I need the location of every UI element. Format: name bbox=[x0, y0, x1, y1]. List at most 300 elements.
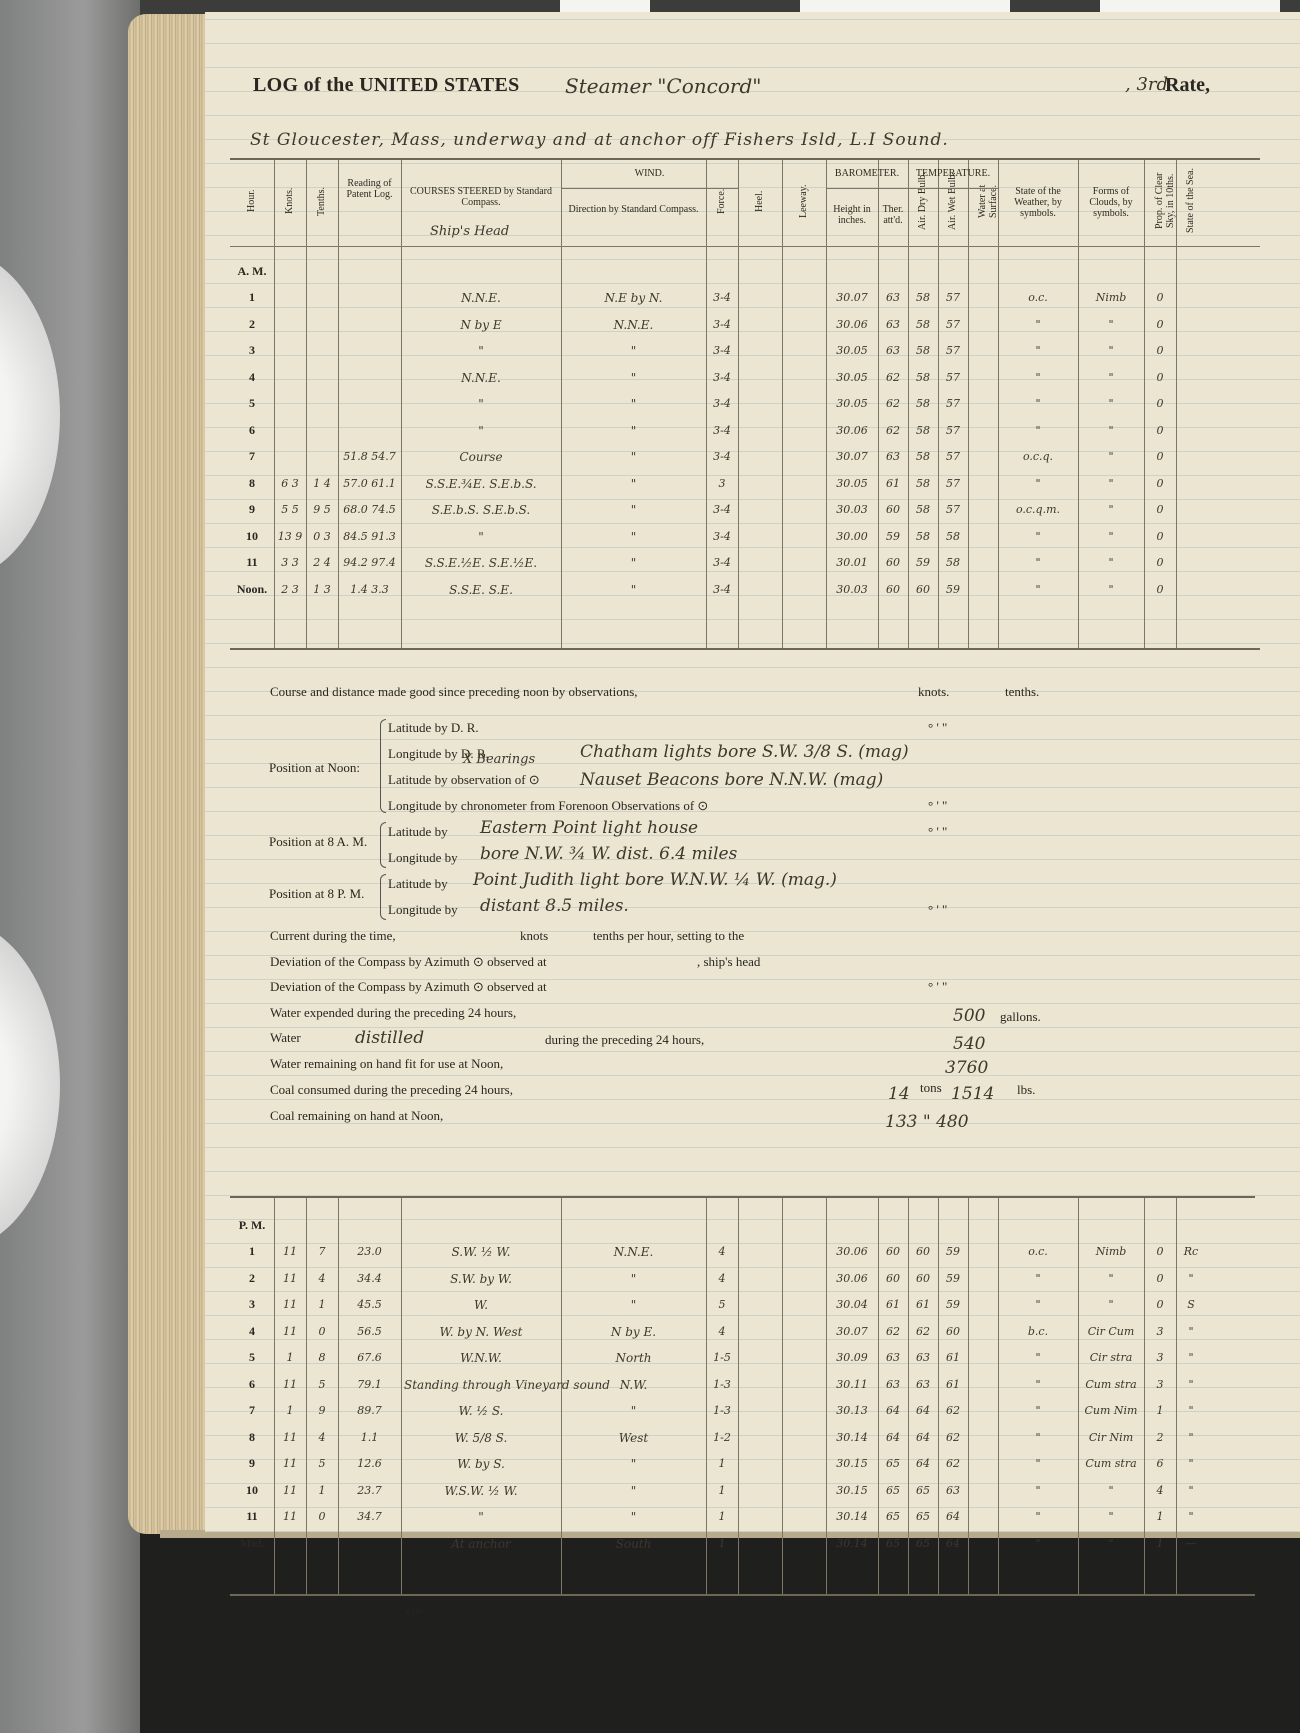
cell-height: 30.06 bbox=[836, 423, 868, 437]
cell-hour: 8 bbox=[249, 1429, 255, 1444]
cell-wet: 58 bbox=[946, 556, 960, 569]
cell-dry: 61 bbox=[916, 1298, 930, 1311]
cell-clear: 0 bbox=[1156, 476, 1164, 490]
pm-row bbox=[230, 1452, 1255, 1479]
cell-tenths: 7 bbox=[318, 1245, 326, 1258]
cell-wet: 64 bbox=[946, 1536, 960, 1550]
column-group-wind: WIND. bbox=[634, 168, 665, 179]
current-label: Current during the time, bbox=[270, 928, 396, 943]
am-row bbox=[230, 313, 1260, 340]
log-page bbox=[205, 12, 1300, 1616]
cell-course: At anchor bbox=[451, 1536, 511, 1551]
cell-height: 30.05 bbox=[836, 370, 868, 384]
pm8-lat-label: Latitude by bbox=[388, 876, 448, 891]
cell-wind: " bbox=[630, 1271, 637, 1286]
cell-clear: 1 bbox=[1156, 1536, 1164, 1550]
cell-log: 57.0 61.1 bbox=[343, 476, 396, 490]
cell-sea: " bbox=[1188, 1404, 1194, 1417]
cell-height: 30.09 bbox=[836, 1351, 868, 1364]
cell-course: Standing through Vineyard sound bbox=[404, 1377, 610, 1392]
cell-dry: 60 bbox=[916, 582, 930, 596]
cell-wind: " bbox=[630, 450, 637, 464]
cell-tenths: 9 bbox=[318, 1404, 326, 1417]
cell-wet: 62 bbox=[946, 1430, 960, 1444]
cell-clouds: " bbox=[1108, 1298, 1114, 1311]
cell-log: 51.8 54.7 bbox=[343, 450, 396, 463]
cell-weather: " bbox=[1035, 1404, 1041, 1417]
water-during-label: during the preceding 24 hours, bbox=[545, 1032, 705, 1047]
cell-ther: 59 bbox=[886, 529, 900, 543]
position-noon-label: Position at Noon: bbox=[269, 760, 361, 775]
cell-wind: " bbox=[630, 397, 637, 411]
cell-height: 30.05 bbox=[836, 344, 868, 357]
cell-wind: North bbox=[615, 1351, 652, 1365]
cell-log: 45.5 bbox=[357, 1298, 382, 1311]
cell-dry: 58 bbox=[916, 450, 930, 463]
coal-consumed-label: Coal consumed during the preceding 24 hours, bbox=[270, 1082, 513, 1097]
cell-course: W.N.W. bbox=[460, 1351, 502, 1365]
cell-sea: " bbox=[1188, 1457, 1194, 1470]
am8-note-1: Eastern Point light house bbox=[480, 818, 699, 838]
cell-clouds: " bbox=[1108, 370, 1114, 384]
cell-dry: 58 bbox=[916, 503, 930, 516]
cell-clear: 0 bbox=[1156, 503, 1164, 516]
cell-clouds: " bbox=[1108, 1271, 1114, 1285]
cell-log: 89.7 bbox=[357, 1404, 382, 1417]
column-header-heel: Heel. bbox=[754, 190, 765, 212]
cell-clouds: " bbox=[1108, 423, 1114, 437]
page-stack-edge bbox=[128, 14, 206, 1534]
cell-dry: 63 bbox=[916, 1351, 930, 1364]
cell-wet: 59 bbox=[946, 582, 960, 596]
cell-knots: 3 3 bbox=[281, 556, 299, 569]
cell-course: W. by N. West bbox=[439, 1324, 523, 1339]
cell-wind: N.N.E. bbox=[613, 317, 654, 332]
cell-clear: 0 bbox=[1156, 1298, 1164, 1311]
cell-course: S.W. by W. bbox=[450, 1271, 512, 1286]
cell-height: 30.06 bbox=[836, 1245, 868, 1258]
coal-remaining-value: 133 " 480 bbox=[885, 1112, 969, 1132]
cell-knots: 5 5 bbox=[281, 503, 299, 516]
cell-weather: o.c. bbox=[1028, 291, 1048, 304]
cell-tenths: 4 bbox=[318, 1430, 326, 1444]
group-rule bbox=[561, 188, 738, 189]
cell-hour: 1 bbox=[249, 1244, 255, 1258]
cell-wet: 57 bbox=[946, 317, 960, 331]
water-label: Water bbox=[270, 1030, 301, 1045]
column-header-water_surface: Water at Surface. bbox=[977, 184, 999, 218]
cell-clear: 0 bbox=[1156, 291, 1164, 304]
cell-height: 30.14 bbox=[836, 1536, 868, 1550]
cell-knots: 2 3 bbox=[281, 582, 299, 596]
cell-course: W. bbox=[473, 1298, 489, 1312]
gallons-label: gallons. bbox=[1000, 1009, 1041, 1024]
cell-sea: Rc bbox=[1183, 1245, 1199, 1258]
cell-dry: 58 bbox=[916, 529, 930, 543]
cell-tenths: 2 4 bbox=[313, 556, 331, 569]
cell-wind: " bbox=[630, 1510, 637, 1524]
cell-hour: 10 bbox=[246, 1482, 258, 1497]
cell-course: W. by S. bbox=[457, 1457, 505, 1471]
column-header-force: Force. bbox=[716, 188, 727, 214]
cell-weather: " bbox=[1035, 529, 1041, 543]
water-distilled-value: 540 bbox=[953, 1034, 986, 1054]
pm-row bbox=[230, 1320, 1255, 1347]
cell-hour: 6 bbox=[249, 1376, 255, 1391]
cell-log: 79.1 bbox=[357, 1377, 382, 1391]
cell-force: 3-4 bbox=[713, 370, 731, 384]
pm-row bbox=[230, 1399, 1255, 1426]
cell-wet: 62 bbox=[946, 1404, 960, 1417]
am-row bbox=[230, 472, 1260, 499]
column-header-knots: Knots. bbox=[284, 187, 295, 215]
pm-row bbox=[230, 1505, 1255, 1532]
cell-dry: 58 bbox=[916, 370, 930, 384]
cell-log: 12.6 bbox=[357, 1457, 382, 1470]
cell-ther: 62 bbox=[886, 1324, 900, 1338]
cell-sea: " bbox=[1188, 1483, 1194, 1497]
cell-knots: 11 bbox=[283, 1457, 297, 1470]
cell-height: 30.15 bbox=[836, 1483, 868, 1497]
cell-force: 3-4 bbox=[713, 344, 731, 357]
cell-force: 3-4 bbox=[713, 450, 731, 463]
deg-marks: ° ' " bbox=[928, 979, 948, 994]
cell-tenths: 1 bbox=[318, 1483, 326, 1497]
cell-ther: 60 bbox=[886, 503, 900, 516]
cell-clear: 0 bbox=[1156, 397, 1164, 410]
column-header-clear: Prop. of Clear Sky, in 10ths. bbox=[1154, 172, 1176, 230]
cell-course: " bbox=[478, 423, 484, 438]
cell-wet: 57 bbox=[946, 476, 960, 490]
cell-hour: 5 bbox=[249, 396, 255, 410]
deviation-1-label: Deviation of the Compass by Azimuth ⊙ observed at bbox=[270, 954, 547, 969]
cell-sea: " bbox=[1188, 1324, 1194, 1338]
cell-clear: 0 bbox=[1156, 556, 1164, 569]
am-row bbox=[230, 578, 1260, 605]
cell-ther: 61 bbox=[886, 1298, 900, 1311]
cell-weather: " bbox=[1035, 1536, 1041, 1550]
cell-force: 3-4 bbox=[713, 291, 731, 304]
am-row bbox=[230, 419, 1260, 446]
cell-weather: " bbox=[1035, 370, 1041, 384]
cell-tenths: 8 bbox=[318, 1351, 326, 1364]
cell-tenths: 0 3 bbox=[313, 529, 331, 543]
bearings-note: X Bearings bbox=[463, 752, 536, 767]
current-knots-label: knots bbox=[520, 928, 549, 943]
cell-clouds: Cum stra bbox=[1085, 1377, 1137, 1391]
deg-marks: ° ' " bbox=[928, 824, 948, 839]
cell-clouds: Nimb bbox=[1095, 1245, 1127, 1258]
cell-wind: " bbox=[630, 1457, 637, 1471]
scan-backdrop bbox=[0, 0, 140, 1733]
cell-clear: 0 bbox=[1156, 529, 1164, 543]
cell-weather: " bbox=[1035, 1271, 1041, 1285]
cell-course: " bbox=[478, 397, 484, 411]
cell-weather: o.c. bbox=[1028, 1245, 1048, 1258]
cell-wet: 59 bbox=[946, 1245, 960, 1258]
cell-ther: 62 bbox=[886, 423, 900, 437]
cell-weather: " bbox=[1035, 1298, 1041, 1311]
cell-hour: 4 bbox=[249, 369, 255, 384]
cell-ther: 65 bbox=[886, 1457, 900, 1470]
cell-clouds: " bbox=[1108, 1536, 1114, 1550]
cell-ther: 63 bbox=[886, 450, 900, 463]
column-header-ther: Ther. att'd. bbox=[882, 204, 904, 226]
am-row bbox=[230, 339, 1260, 366]
cell-hour: 2 bbox=[249, 316, 255, 331]
cell-clouds: Cum stra bbox=[1085, 1457, 1137, 1470]
pm-row bbox=[230, 1346, 1255, 1373]
cell-tenths: 1 bbox=[318, 1298, 326, 1311]
cell-knots: 1 bbox=[286, 1404, 294, 1417]
cell-weather: o.c.q.m. bbox=[1015, 503, 1061, 516]
cell-force: 1 bbox=[718, 1457, 726, 1470]
cell-clouds: " bbox=[1108, 556, 1114, 569]
cell-wind: " bbox=[630, 529, 637, 544]
cell-hour: 4 bbox=[249, 1323, 255, 1338]
cell-wet: 60 bbox=[946, 1324, 960, 1338]
cell-sea: " bbox=[1188, 1377, 1194, 1391]
position-8pm-label: Position at 8 P. M. bbox=[269, 886, 365, 901]
cell-force: 1-3 bbox=[713, 1377, 731, 1391]
noon-note-2: Nauset Beacons bore N.N.W. (mag) bbox=[580, 770, 884, 790]
position-8am-label: Position at 8 A. M. bbox=[269, 834, 368, 849]
course-knots-label: knots. bbox=[918, 684, 950, 699]
pm-row bbox=[230, 1532, 1255, 1559]
cell-course: S.S.E.¾E. S.E.b.S. bbox=[425, 476, 537, 491]
cell-force: 3 bbox=[718, 476, 726, 490]
cell-course: " bbox=[478, 529, 484, 544]
cell-clear: 0 bbox=[1156, 423, 1164, 437]
cell-dry: 63 bbox=[916, 1377, 930, 1391]
water-remaining-label: Water remaining on hand fit for use at Noon, bbox=[270, 1056, 504, 1071]
column-header-course: COURSES STEERED by Standard Compass. bbox=[410, 186, 552, 208]
water-expended-label: Water expended during the preceding 24 hours, bbox=[270, 1005, 517, 1020]
cell-weather: " bbox=[1035, 1483, 1041, 1497]
cell-wind: " bbox=[630, 503, 637, 517]
cell-knots: 11 bbox=[283, 1245, 297, 1258]
cell-clear: 3 bbox=[1156, 1324, 1164, 1338]
cell-tenths: 0 bbox=[318, 1510, 326, 1523]
cell-hour: 2 bbox=[249, 1270, 255, 1285]
cell-hour: 3 bbox=[249, 343, 255, 357]
cell-hour: 5 bbox=[249, 1350, 255, 1364]
location-line: St Gloucester, Mass, underway and at anchor off Fishers Isld, L.I Sound. bbox=[250, 130, 949, 150]
am-row bbox=[230, 498, 1260, 525]
cell-course: W.S.W. ½ W. bbox=[444, 1483, 518, 1498]
cell-log: 1.4 3.3 bbox=[350, 582, 389, 596]
courses-note: Ship's Head bbox=[430, 224, 510, 239]
cell-dry: 65 bbox=[916, 1536, 930, 1550]
cell-height: 30.01 bbox=[836, 556, 868, 569]
cell-tenths: 5 bbox=[318, 1457, 326, 1470]
cell-wet: 59 bbox=[946, 1271, 960, 1285]
cell-clear: 0 bbox=[1156, 1245, 1164, 1258]
noon-note-1: Chatham lights bore S.W. 3/8 S. (mag) bbox=[580, 742, 909, 762]
cell-course: W. 5/8 S. bbox=[454, 1430, 508, 1445]
column-header-leeway: Leeway. bbox=[798, 184, 809, 218]
cell-clouds: " bbox=[1108, 1510, 1114, 1523]
cell-height: 30.05 bbox=[836, 397, 868, 410]
cell-wet: 61 bbox=[946, 1377, 960, 1391]
cell-ther: 65 bbox=[886, 1483, 900, 1497]
cell-hour: 6 bbox=[249, 422, 255, 437]
cell-force: 4 bbox=[718, 1324, 726, 1338]
top-paper-scrap bbox=[1100, 0, 1280, 12]
cell-hour: 9 bbox=[249, 1456, 255, 1470]
cell-height: 30.14 bbox=[836, 1430, 868, 1444]
cell-weather: " bbox=[1035, 582, 1041, 596]
am8-brace bbox=[380, 822, 386, 868]
cell-ther: 64 bbox=[886, 1404, 900, 1417]
cell-height: 30.07 bbox=[836, 291, 868, 304]
cell-wet: 62 bbox=[946, 1457, 960, 1470]
am-row bbox=[230, 525, 1260, 552]
column-header-wind-dir: Direction by Standard Compass. bbox=[568, 204, 699, 215]
cell-height: 30.06 bbox=[836, 317, 868, 331]
am-row bbox=[230, 445, 1260, 472]
deviation-2-label: Deviation of the Compass by Azimuth ⊙ observed at bbox=[270, 979, 547, 994]
cell-height: 30.05 bbox=[836, 476, 868, 490]
cell-course: W. ½ S. bbox=[458, 1404, 504, 1418]
cell-sea: — bbox=[1185, 1536, 1197, 1550]
cell-wind: " bbox=[630, 476, 637, 491]
cell-ther: 63 bbox=[886, 1351, 900, 1364]
cell-height: 30.15 bbox=[836, 1457, 868, 1470]
cell-ther: 63 bbox=[886, 1377, 900, 1391]
coal-tons-value: 14 bbox=[888, 1084, 910, 1104]
cell-clear: 0 bbox=[1156, 317, 1164, 331]
cell-force: 3-4 bbox=[713, 317, 731, 331]
cell-force: 4 bbox=[718, 1245, 726, 1258]
cell-clear: 6 bbox=[1156, 1457, 1164, 1470]
cell-log: 94.2 97.4 bbox=[343, 556, 396, 569]
cell-wet: 57 bbox=[946, 503, 960, 516]
cell-clouds: Cum Nim bbox=[1084, 1404, 1138, 1417]
cell-wet: 57 bbox=[946, 344, 960, 357]
am-label: A. M. bbox=[237, 263, 267, 278]
cell-course: Course bbox=[459, 450, 503, 464]
pm8-note-1: Point Judith light bore W.N.W. ¼ W. (mag.) bbox=[473, 870, 837, 890]
cell-height: 30.11 bbox=[836, 1377, 868, 1391]
cell-clear: 3 bbox=[1156, 1377, 1164, 1391]
cell-clouds: Nimb bbox=[1095, 291, 1127, 304]
cell-ther: 64 bbox=[886, 1430, 900, 1444]
cell-clouds: " bbox=[1108, 317, 1114, 331]
cell-clouds: " bbox=[1108, 503, 1114, 516]
cell-course: N.N.E. bbox=[461, 291, 501, 305]
cell-clouds: " bbox=[1108, 1483, 1114, 1497]
cell-weather: " bbox=[1035, 1510, 1041, 1523]
lat-dr-label: Latitude by D. R. bbox=[388, 720, 479, 735]
cell-wind: " bbox=[630, 344, 637, 358]
cell-wind: " bbox=[630, 1483, 637, 1498]
cell-force: 4 bbox=[718, 1271, 726, 1285]
cell-course: N by E bbox=[460, 317, 502, 332]
cell-tenths: 5 bbox=[318, 1377, 326, 1391]
tons-label: tons bbox=[920, 1080, 942, 1095]
cell-clear: 0 bbox=[1156, 344, 1164, 357]
cell-knots: 11 bbox=[283, 1483, 297, 1497]
cell-ther: 60 bbox=[886, 582, 900, 596]
cell-course: S.W. ½ W. bbox=[451, 1245, 511, 1259]
lon-dr-label: Longitude by D. R. bbox=[388, 746, 489, 761]
cell-height: 30.07 bbox=[836, 450, 868, 463]
cell-knots: 6 3 bbox=[281, 476, 299, 490]
pm-row bbox=[230, 1293, 1255, 1320]
pm-row bbox=[230, 1479, 1255, 1506]
cell-clear: 2 bbox=[1156, 1430, 1164, 1444]
cell-weather: " bbox=[1035, 344, 1041, 357]
cell-wet: 64 bbox=[946, 1510, 960, 1523]
cell-log: 1.1 bbox=[360, 1430, 379, 1444]
cell-clear: 1 bbox=[1156, 1510, 1164, 1523]
cell-course: S.E.b.S. S.E.b.S. bbox=[431, 503, 531, 517]
am8-lat-label: Latitude by bbox=[388, 824, 448, 839]
cell-clear: 0 bbox=[1156, 370, 1164, 384]
cell-hour: Mid. bbox=[239, 1535, 265, 1550]
pm8-note-2: distant 8.5 miles. bbox=[480, 896, 629, 916]
cell-clouds: " bbox=[1108, 397, 1114, 410]
lat-obs-label: Latitude by observation of ⊙ bbox=[388, 772, 540, 787]
deg-marks: ° ' " bbox=[928, 798, 948, 813]
cell-force: 3-4 bbox=[713, 529, 731, 543]
lon-chron-label: Longitude by chronometer from Forenoon Observations of ⊙ bbox=[388, 798, 709, 813]
cell-knots: 13 9 bbox=[277, 529, 303, 543]
column-header-height: Height in inches. bbox=[833, 204, 871, 226]
cell-height: 30.00 bbox=[836, 529, 868, 543]
cell-clear: 0 bbox=[1156, 1271, 1164, 1285]
cell-ther: 62 bbox=[886, 370, 900, 384]
cell-force: 3-4 bbox=[713, 556, 731, 569]
cell-hour: 10 bbox=[246, 528, 258, 543]
cell-wind: N.W. bbox=[619, 1377, 648, 1392]
cell-weather: " bbox=[1035, 1430, 1041, 1444]
water-expended-value: 500 bbox=[953, 1006, 986, 1026]
cell-force: 1 bbox=[718, 1510, 726, 1523]
cell-clear: 4 bbox=[1156, 1483, 1164, 1497]
cell-tenths: 1 4 bbox=[313, 476, 331, 490]
rate-label: Rate, bbox=[1165, 74, 1210, 96]
cell-weather: b.c. bbox=[1027, 1324, 1049, 1338]
cell-wet: 57 bbox=[946, 423, 960, 437]
cell-knots: 11 bbox=[283, 1510, 297, 1523]
cell-wind: " bbox=[630, 1404, 637, 1418]
cell-course: S.S.E. S.E. bbox=[449, 582, 513, 597]
cell-dry: 60 bbox=[916, 1245, 930, 1258]
column-header-tenths: Tenths. bbox=[316, 186, 327, 216]
water-kind: distilled bbox=[355, 1028, 425, 1048]
cell-course: " bbox=[478, 1510, 484, 1524]
cell-weather: " bbox=[1035, 1351, 1041, 1364]
cell-clouds: " bbox=[1108, 344, 1114, 357]
cell-hour: 9 bbox=[249, 502, 255, 516]
cell-ther: 63 bbox=[886, 344, 900, 357]
cell-wet: 57 bbox=[946, 397, 960, 410]
cell-weather: " bbox=[1035, 556, 1041, 569]
cell-course: " bbox=[478, 344, 484, 358]
cell-dry: 58 bbox=[916, 476, 930, 490]
cell-dry: 60 bbox=[916, 1271, 930, 1285]
cell-clouds: Cir stra bbox=[1089, 1351, 1133, 1364]
lbs-label: lbs. bbox=[1017, 1082, 1036, 1097]
cell-dry: 65 bbox=[916, 1510, 930, 1523]
pm-label: P. M. bbox=[238, 1217, 266, 1232]
cell-weather: " bbox=[1035, 476, 1041, 490]
cell-weather: " bbox=[1035, 1457, 1041, 1470]
cell-clouds: " bbox=[1108, 582, 1114, 596]
cell-dry: 64 bbox=[916, 1457, 930, 1470]
